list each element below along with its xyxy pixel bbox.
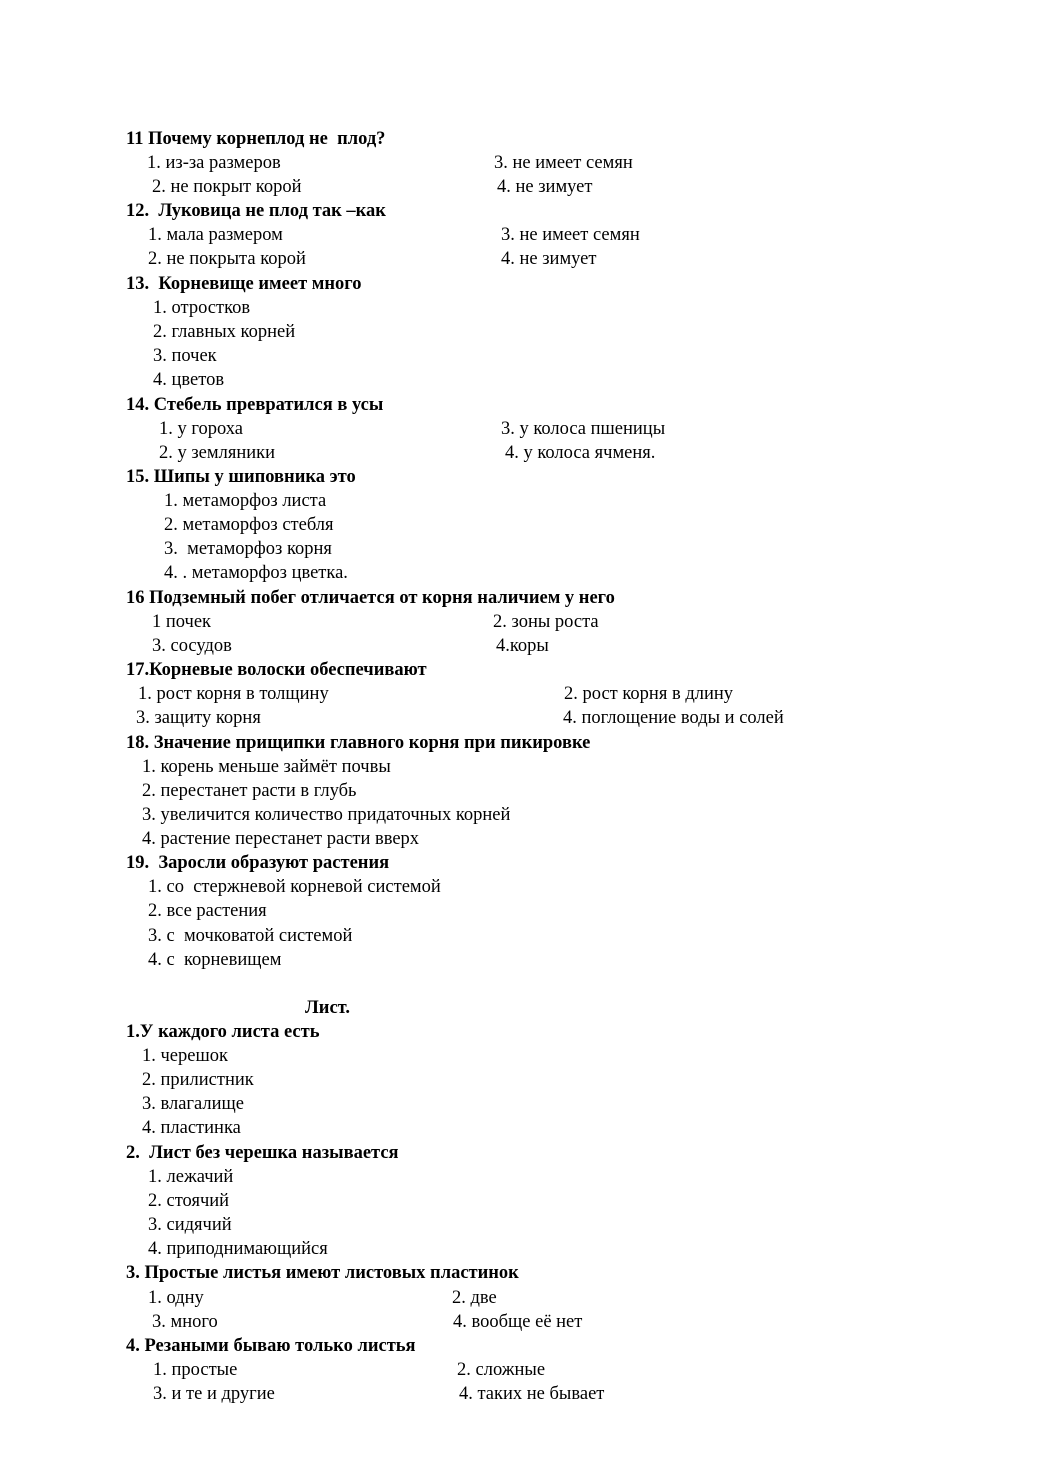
question-title: 2. Лист без черешка называется — [126, 1143, 399, 1163]
answer-option: 3. и те и другие — [153, 1384, 275, 1404]
answer-option: 2. стоячий — [148, 1191, 230, 1211]
answer-option: 3. не имеет семян — [494, 153, 633, 173]
answer-option: 3. у колоса пшеницы — [501, 419, 666, 439]
answer-option: 2. рост корня в длину — [564, 684, 734, 704]
question-title: 19. Заросли образуют растения — [126, 853, 390, 873]
answer-option: 3. увеличится количество придаточных корней — [142, 805, 511, 825]
answer-option: 1. корень меньше займёт почвы — [142, 757, 391, 777]
question-text: . Простые листья имеют листовых пластинок — [135, 1263, 519, 1283]
section-heading: Лист. — [305, 998, 350, 1018]
question-title: 16 Подземный побег отличается от корня наличием у него — [126, 588, 615, 608]
answer-option: 1. метаморфоз листа — [164, 491, 327, 511]
answer-option: 1 почек — [152, 612, 212, 632]
answer-option: 3. сосудов — [152, 636, 232, 656]
question-title: 4. Резаными бываю только листья — [126, 1336, 416, 1356]
answer-option: 4. . метаморфоз цветка. — [164, 563, 348, 583]
answer-option: 3. с мочковатой системой — [148, 926, 353, 946]
question-title: 13. Корневище имеет много — [126, 274, 362, 294]
answer-option: 1. черешок — [142, 1046, 228, 1066]
answer-option: 4.коры — [496, 636, 549, 656]
answer-option: 1. со стержневой корневой системой — [148, 877, 441, 897]
answer-option: 2. перестанет расти в глубь — [142, 781, 357, 801]
answer-option: 1. простые — [153, 1360, 238, 1380]
question-title: 17.Корневые волоски обеспечивают — [126, 660, 427, 680]
answer-option: 2. главных корней — [153, 322, 296, 342]
answer-option: 4. пластинка — [142, 1118, 241, 1138]
question-title: 12. Луковица не плод так –как — [126, 201, 386, 221]
answer-option: 4. у колоса ячменя. — [505, 443, 656, 463]
answer-option: 2. не покрыта корой — [148, 249, 306, 269]
answer-option: 1. рост корня в толщину — [138, 684, 329, 704]
answer-option: 2. у земляники — [159, 443, 276, 463]
answer-option: 4. цветов — [153, 370, 225, 390]
question-title: 11 Почему корнеплод не плод? — [126, 129, 386, 149]
answer-option: 3. метаморфоз корня — [164, 539, 332, 559]
answer-option: 2. метаморфоз стебля — [164, 515, 334, 535]
answer-option: 3. почек — [153, 346, 217, 366]
answer-option: 2. не покрыт корой — [152, 177, 302, 197]
answer-option: 4. с корневищем — [148, 950, 282, 970]
answer-option: 4. не зимует — [497, 177, 593, 197]
question-number: 3 — [126, 1263, 136, 1283]
answer-option: 1. у гороха — [159, 419, 244, 439]
answer-option: 1. из-за размеров — [147, 153, 281, 173]
answer-option: 3. сидячий — [148, 1215, 232, 1235]
answer-option: 2. сложные — [457, 1360, 546, 1380]
question-title: 1.У каждого листа есть — [126, 1022, 320, 1042]
answer-option: 2. все растения — [148, 901, 267, 921]
answer-option: 3. влагалище — [142, 1094, 244, 1114]
answer-option: 3. много — [152, 1312, 218, 1332]
answer-option: 2. зоны роста — [493, 612, 599, 632]
answer-option: 2. прилистник — [142, 1070, 254, 1090]
question-title: 15. Шипы у шиповника это — [126, 467, 356, 487]
answer-option: 1. мала размером — [148, 225, 283, 245]
question-title: 18. Значение прищипки главного корня при пикировке — [126, 733, 591, 753]
answer-option: 4. растение перестанет расти вверх — [142, 829, 420, 849]
answer-option: 2. две — [452, 1288, 497, 1308]
answer-option: 4. поглощение воды и солей — [563, 708, 784, 728]
answer-option: 3. защиту корня — [136, 708, 261, 728]
answer-option: 4. приподнимающийся — [148, 1239, 328, 1259]
answer-option: 1. одну — [148, 1288, 204, 1308]
answer-option: 1. отростков — [153, 298, 251, 318]
answer-option: 3. не имеет семян — [501, 225, 640, 245]
question-title — [126, 1262, 519, 1284]
question-title: 14. Стебель превратился в усы — [126, 395, 384, 415]
answer-option: 4. не зимует — [501, 249, 597, 269]
answer-option: 1. лежачий — [148, 1167, 234, 1187]
answer-option: 4. таких не бывает — [459, 1384, 605, 1404]
answer-option: 4. вообще её нет — [453, 1312, 583, 1332]
